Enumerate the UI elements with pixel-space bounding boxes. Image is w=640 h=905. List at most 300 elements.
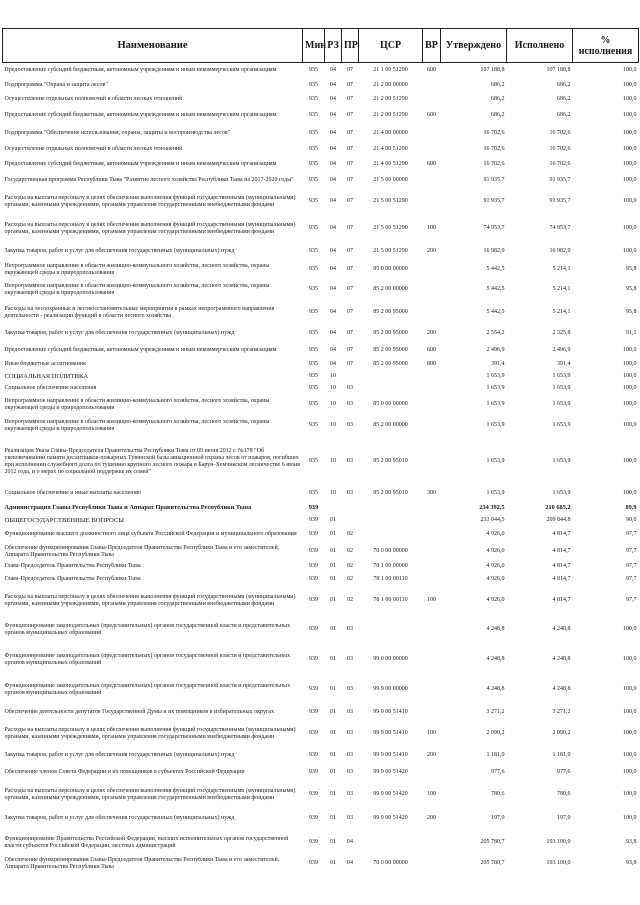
cell-approved: 197,0 xyxy=(491,815,505,821)
cell-rz: 01 xyxy=(330,791,336,797)
cell-vr: 200 xyxy=(427,815,436,821)
cell-approved: 91 935,7 xyxy=(483,177,505,183)
cell-name: Осуществление отдельных полномочий в области лесных отношений xyxy=(4,96,183,102)
cell-csr: 78 0 00 00000 xyxy=(373,860,408,866)
cell-vr: 600 xyxy=(427,112,436,118)
table-row xyxy=(3,157,639,173)
cell-name: Предоставление субсидий бюджетным, автономным учреждениям и иным некоммерческим организациям xyxy=(4,161,277,167)
cell-name: Реализация Указа Главы-Председателя Правительства Республики Тыва от 09 июня 2012 г. №178 "Об увековечивании памяти десантников-пожарных Тувинской базы авиационной охраны лесов от пожаров, погибших при исполнении служебного долга по тушению крупного лесного пожара в Барун-Хемчикском лесничестве 6 июня 2012 года, и о мерах по социальной поддержке их семей" xyxy=(4,447,300,475)
header-approved: Утверждено xyxy=(441,29,507,63)
cell-executed: 1 653,9 xyxy=(552,422,571,428)
cell-executed: 91 935,7 xyxy=(549,198,571,204)
cell-approved: 2 496,9 xyxy=(486,347,505,353)
cell-name: Функционирование законодательных (представительных) органов государственной власти и представительных органов муниципальных образований xyxy=(4,622,291,636)
cell-min: 935 xyxy=(309,266,318,272)
header-vr: ВР xyxy=(423,29,441,63)
cell-pr: 07 xyxy=(347,82,353,88)
cell-percent: 100,0 xyxy=(623,422,637,428)
cell-percent: 97,7 xyxy=(626,563,637,569)
cell-rz: 04 xyxy=(330,225,336,231)
cell-csr xyxy=(359,371,423,383)
cell-approved: 1 653,9 xyxy=(486,385,505,391)
cell-csr: 99 9 00 51410 xyxy=(373,709,408,715)
cell-executed: 4 814,7 xyxy=(552,576,571,582)
cell-name: Непрограммное направление в области жилищно-коммунального хозяйства, лесного хозяйства, охраны окружающей среды и природопользования xyxy=(4,397,270,411)
cell-name: Закупка товаров, работ и услуг для обеспечения государственных (муниципальных) нужд xyxy=(4,815,235,821)
cell-percent: 100,0 xyxy=(623,67,637,74)
cell-percent: 100,0 xyxy=(623,373,637,379)
cell-min: 935 xyxy=(309,112,318,118)
cell-approved: 233 044,5 xyxy=(480,517,505,523)
cell-percent: 100,0 xyxy=(623,752,637,758)
cell-approved: 686,2 xyxy=(491,112,505,118)
cell-approved: 686,2 xyxy=(491,82,505,88)
cell-csr: 85 2 00 95010 xyxy=(373,490,408,496)
cell-pr: 07 xyxy=(347,361,353,367)
cell-executed: 5 214,1 xyxy=(552,309,571,315)
cell-min: 935 xyxy=(309,198,318,204)
cell-approved: 2 554,2 xyxy=(486,330,505,336)
cell-csr: 99 9 00 00000 xyxy=(373,686,408,692)
cell-vr xyxy=(423,395,441,415)
cell-pr: 03 xyxy=(347,458,353,464)
cell-min: 935 xyxy=(309,347,318,353)
table-row xyxy=(3,279,639,301)
cell-percent: 90,0 xyxy=(626,517,637,523)
cell-name: Закупка товаров, работ и услуг для обеспечения государственных (муниципальных) нужд xyxy=(4,752,235,758)
cell-rz: 01 xyxy=(330,752,336,758)
cell-executed: 4 248,8 xyxy=(552,656,571,662)
cell-min: 935 xyxy=(309,286,318,292)
cell-csr: 21 2 00 51290 xyxy=(373,112,408,118)
header-percent: % исполнения xyxy=(573,29,639,63)
cell-percent: 100,0 xyxy=(623,248,637,254)
budget-execution-table xyxy=(2,28,639,871)
cell-executed: 4 248,8 xyxy=(552,686,571,692)
cell-vr xyxy=(423,261,441,279)
table-row xyxy=(3,63,639,79)
cell-percent: 89,9 xyxy=(625,504,637,511)
cell-min: 939 xyxy=(309,791,318,797)
cell-csr: 85 2 00 95000 xyxy=(373,309,408,315)
cell-rz: 04 xyxy=(330,330,336,336)
cell-csr: 99 9 00 51420 xyxy=(373,769,408,775)
cell-name: Предоставление субсидий бюджетным, автономным учреждениям и иным некоммерческим организациям xyxy=(4,347,277,353)
cell-approved: 4 248,8 xyxy=(486,686,505,692)
cell-executed: 91 935,7 xyxy=(549,177,571,183)
cell-csr: 21 1 00 51290 xyxy=(373,67,408,74)
cell-rz: 04 xyxy=(330,161,336,167)
cell-executed: 1 653,9 xyxy=(552,373,571,379)
table-header-row xyxy=(3,29,639,63)
cell-percent: 95,8 xyxy=(626,309,637,315)
cell-name: Обеспечение деятельности депутатов Государственной Думы и их помощников в избирательных округах xyxy=(4,709,275,715)
cell-name: Расходы на выплаты персоналу в целях обеспечения выполнения функций государственными (муниципальными) органами, казенными учреждениями, органами управления государственными внебюджетными фондами xyxy=(4,726,296,740)
cell-pr: 02 xyxy=(347,531,353,537)
cell-name: Непрограммное направление в области жилищно-коммунального хозяйства, лесного хозяйства, охраны окружающей среды и природопользования xyxy=(4,282,270,296)
cell-vr: 200 xyxy=(427,330,436,336)
cell-percent: 100,0 xyxy=(623,709,637,715)
cell-csr xyxy=(359,527,423,543)
cell-approved: 4 926,0 xyxy=(486,531,505,537)
cell-pr: 07 xyxy=(347,286,353,292)
cell-percent: 93,8 xyxy=(626,839,637,845)
cell-pr: 02 xyxy=(347,563,353,569)
cell-rz: 04 xyxy=(330,286,336,292)
table-body xyxy=(3,63,639,871)
cell-percent: 100,0 xyxy=(623,96,637,102)
cell-rz: 04 xyxy=(330,361,336,367)
cell-csr: 78 0 00 00000 xyxy=(373,548,408,554)
cell-rz: 04 xyxy=(330,248,336,254)
cell-rz: 01 xyxy=(330,686,336,692)
cell-name: Расходы на лесоохранные и лесовосстановительные мероприятия в рамках непрограммного направления деятельности - реализации функций в области лесного хозяйства xyxy=(4,305,275,319)
cell-executed: 16 702,6 xyxy=(549,161,571,167)
cell-min: 939 xyxy=(309,839,318,845)
cell-percent: 97,7 xyxy=(626,576,637,582)
cell-csr: 78 1 00 00000 xyxy=(373,563,408,569)
cell-vr xyxy=(423,561,441,573)
table-row xyxy=(3,395,639,415)
cell-min: 935 xyxy=(309,225,318,231)
cell-min: 935 xyxy=(309,373,318,379)
cell-vr xyxy=(423,501,441,515)
table-row xyxy=(3,487,639,501)
cell-rz: 10 xyxy=(330,401,336,407)
cell-csr: 21 5 00 00000 xyxy=(373,177,408,183)
cell-csr: 85 2 00 95000 xyxy=(373,347,408,353)
cell-vr: 100 xyxy=(427,730,436,736)
cell-vr xyxy=(423,173,441,189)
cell-rz: 01 xyxy=(330,548,336,554)
cell-executed: 193 100,0 xyxy=(546,839,571,845)
header-executed: Исполнено xyxy=(507,29,573,63)
cell-approved: 2 090,2 xyxy=(486,730,505,736)
cell-rz: 04 xyxy=(330,146,336,152)
cell-approved: 16 702,6 xyxy=(483,161,505,167)
cell-min: 935 xyxy=(309,130,318,136)
cell-rz: 04 xyxy=(330,112,336,118)
table-row xyxy=(3,107,639,125)
cell-executed: 4 814,7 xyxy=(552,563,571,569)
cell-approved: 1 653,9 xyxy=(486,422,505,428)
cell-csr: 85 2 00 95000 xyxy=(373,330,408,336)
cell-csr: 21 2 00 00000 xyxy=(373,82,408,88)
cell-name: ОБЩЕГОСУДАРСТВЕННЫЕ ВОПРОСЫ xyxy=(4,517,124,524)
cell-min: 939 xyxy=(308,504,319,511)
cell-vr: 300 xyxy=(427,490,436,496)
cell-pr: 07 xyxy=(347,330,353,336)
cell-executed: 1 653,9 xyxy=(552,490,571,496)
table-row xyxy=(3,215,639,243)
cell-csr: 21 2 00 51290 xyxy=(373,96,408,102)
cell-csr: 21 5 00 51290 xyxy=(373,225,408,231)
cell-name: Социальное обеспечение и иные выплаты населению xyxy=(4,490,142,496)
cell-percent: 100,0 xyxy=(623,130,637,136)
cell-approved: 205 780,7 xyxy=(480,839,505,845)
cell-min: 939 xyxy=(309,517,318,523)
cell-name: Обеспечение функционирования Главы-Председателя Правительства Республики Тыва и его заместителей, Аппарата Правительства Республики Тыва xyxy=(4,544,280,558)
cell-percent: 100,0 xyxy=(623,791,637,797)
cell-pr: 03 xyxy=(347,626,353,632)
table-row xyxy=(3,301,639,325)
cell-percent: 100,0 xyxy=(623,225,637,231)
cell-vr: 600 xyxy=(427,67,436,74)
header-rz: РЗ xyxy=(325,29,342,63)
cell-pr: 03 xyxy=(347,656,353,662)
cell-name: Непрограммное направление в области жилищно-коммунального хозяйства, лесного хозяйства, охраны окружающей среды и природопользования xyxy=(4,262,270,276)
cell-pr: 02 xyxy=(347,597,353,603)
cell-min: 935 xyxy=(309,490,318,496)
cell-pr: 04 xyxy=(347,860,353,866)
cell-percent: 91,1 xyxy=(626,330,637,336)
cell-min: 935 xyxy=(309,96,318,102)
cell-executed: 210 685,2 xyxy=(545,504,571,511)
cell-rz: 10 xyxy=(330,385,336,391)
cell-rz: 04 xyxy=(330,198,336,204)
table-row xyxy=(3,437,639,487)
table-row xyxy=(3,501,639,515)
cell-executed: 1 653,9 xyxy=(552,458,571,464)
cell-vr xyxy=(423,705,441,721)
cell-approved: 91 935,7 xyxy=(483,198,505,204)
cell-approved: 5 442,5 xyxy=(486,266,505,272)
cell-rz: 04 xyxy=(330,82,336,88)
cell-min: 939 xyxy=(309,531,318,537)
table-row xyxy=(3,573,639,587)
cell-min: 935 xyxy=(309,161,318,167)
cell-name: Подпрограмма "Обеспечение использования, охраны, защиты и воспроизводства лесов" xyxy=(4,130,231,136)
cell-csr: 21 5 00 51290 xyxy=(373,248,408,254)
header-min: Мин xyxy=(303,29,325,63)
table-row xyxy=(3,371,639,383)
cell-executed: 391,4 xyxy=(557,361,571,367)
cell-min: 939 xyxy=(309,730,318,736)
cell-executed: 16 702,6 xyxy=(549,130,571,136)
cell-min: 935 xyxy=(309,177,318,183)
cell-vr xyxy=(423,301,441,325)
cell-rz: 04 xyxy=(330,309,336,315)
table-row xyxy=(3,615,639,645)
cell-approved: 4 248,8 xyxy=(486,626,505,632)
cell-pr: 03 xyxy=(347,385,353,391)
cell-vr xyxy=(423,371,441,383)
cell-rz: 01 xyxy=(330,839,336,845)
cell-min: 935 xyxy=(309,330,318,336)
cell-vr xyxy=(423,93,441,107)
cell-vr: 800 xyxy=(427,361,436,367)
cell-percent: 100,0 xyxy=(623,401,637,407)
cell-name: Закупка товаров, работ и услуг для обеспечения государственных (муниципальных) нужд xyxy=(4,248,235,254)
cell-approved: 1 653,9 xyxy=(486,373,505,379)
cell-percent: 100,0 xyxy=(623,347,637,353)
cell-name: Непрограммное направление в области жилищно-коммунального хозяйства, лесного хозяйства, охраны окружающей среды и природопользования xyxy=(4,418,270,432)
cell-executed: 780,6 xyxy=(557,791,571,797)
cell-pr: 07 xyxy=(347,161,353,167)
cell-name: Иные бюджетные ассигнования xyxy=(4,361,86,367)
cell-csr: 99 9 00 51410 xyxy=(373,752,408,758)
cell-executed: 977,6 xyxy=(557,769,571,775)
cell-approved: 1 653,9 xyxy=(486,458,505,464)
cell-percent: 93,8 xyxy=(626,860,637,866)
cell-min: 939 xyxy=(309,686,318,692)
cell-csr: 78 1 00 00110 xyxy=(373,576,408,582)
cell-name: Функционирование Правительства Российской Федерации, высших исполнительных органов государственной власти субъектов Российской Федерации, местных администраций xyxy=(4,835,289,849)
cell-executed: 1 653,9 xyxy=(552,385,571,391)
cell-rz: 04 xyxy=(330,266,336,272)
cell-min: 935 xyxy=(309,309,318,315)
cell-name: Расходы на выплаты персоналу в целях обеспечения выполнения функций государственными (муниципальными) органами, казенными учреждениями, органами управления государственными внебюджетными фондами xyxy=(4,221,296,235)
header-pr: ПР xyxy=(342,29,359,63)
table-row xyxy=(3,721,639,747)
table-row xyxy=(3,561,639,573)
cell-min: 939 xyxy=(309,548,318,554)
cell-approved: 3 271,2 xyxy=(486,709,505,715)
cell-name: Обеспечение членов Совета Федерации и их помощников в субъектах Российской Федерации xyxy=(4,769,245,775)
cell-pr: 04 xyxy=(347,839,353,845)
table-row xyxy=(3,781,639,809)
cell-executed: 5 214,1 xyxy=(552,266,571,272)
cell-name: Предоставление субсидий бюджетным, автономным учреждениям и иным некоммерческим организациям xyxy=(4,112,277,118)
cell-approved: 205 780,7 xyxy=(480,860,505,866)
cell-pr: 03 xyxy=(347,490,353,496)
cell-rz: 01 xyxy=(330,563,336,569)
cell-csr: 21 5 00 51290 xyxy=(373,198,408,204)
cell-csr xyxy=(359,829,423,857)
cell-name: Администрация Главы Республики Тыва и Аппарат Правительства Республики Тыва xyxy=(4,504,252,511)
cell-percent: 100,0 xyxy=(623,385,637,391)
cell-name: Обеспечение функционирования Главы-Председателя Правительства Республики Тыва и его заместителей, Аппарата Правительства Республики Тыва xyxy=(4,856,280,870)
table-row xyxy=(3,809,639,829)
cell-approved: 4 248,8 xyxy=(486,656,505,662)
table-row xyxy=(3,543,639,561)
cell-vr: 100 xyxy=(427,791,436,797)
cell-approved: 74 953,7 xyxy=(483,225,505,231)
cell-approved: 1 653,9 xyxy=(486,401,505,407)
cell-percent: 100,0 xyxy=(623,177,637,183)
cell-approved: 16 702,6 xyxy=(483,130,505,136)
table-row xyxy=(3,515,639,527)
cell-vr xyxy=(423,279,441,301)
cell-percent: 100,0 xyxy=(623,146,637,152)
table-row xyxy=(3,645,639,675)
cell-rz: 01 xyxy=(330,769,336,775)
cell-min: 935 xyxy=(309,248,318,254)
cell-pr: 07 xyxy=(347,347,353,353)
cell-percent: 100,0 xyxy=(623,656,637,662)
table-row xyxy=(3,675,639,705)
cell-csr: 85 2 00 00000 xyxy=(373,286,408,292)
cell-approved: 4 926,0 xyxy=(486,576,505,582)
table-row xyxy=(3,93,639,107)
cell-pr: 02 xyxy=(347,576,353,582)
cell-name: Глава-Председатель Правительства Республики Тыва xyxy=(4,563,141,569)
cell-csr: 99 0 00 00000 xyxy=(373,656,408,662)
cell-min: 939 xyxy=(309,576,318,582)
cell-rz: 10 xyxy=(330,373,336,379)
header-name: Наименование xyxy=(3,29,303,63)
cell-rz: 04 xyxy=(330,177,336,183)
table-row xyxy=(3,527,639,543)
cell-min: 939 xyxy=(309,815,318,821)
cell-min: 939 xyxy=(309,563,318,569)
cell-vr xyxy=(423,543,441,561)
cell-csr xyxy=(359,615,423,645)
cell-executed: 1 181,0 xyxy=(552,752,571,758)
cell-rz: 04 xyxy=(330,67,336,74)
cell-vr xyxy=(423,125,441,143)
cell-pr: 07 xyxy=(347,266,353,272)
cell-percent: 100,0 xyxy=(623,626,637,632)
cell-pr: 03 xyxy=(347,752,353,758)
cell-csr: 85 2 00 00000 xyxy=(373,422,408,428)
cell-pr: 02 xyxy=(347,548,353,554)
cell-approved: 107 188,8 xyxy=(480,67,505,74)
cell-pr: 03 xyxy=(347,791,353,797)
cell-approved: 977,6 xyxy=(491,769,505,775)
cell-vr: 600 xyxy=(427,347,436,353)
table-row xyxy=(3,747,639,765)
table-row xyxy=(3,587,639,615)
cell-approved: 4 926,0 xyxy=(486,548,505,554)
cell-csr: 21 4 00 00000 xyxy=(373,130,408,136)
cell-csr xyxy=(359,383,423,395)
cell-name: Функционирование законодательных (представительных) органов государственной власти и представительных органов муниципальных образований xyxy=(4,652,291,666)
cell-approved: 780,6 xyxy=(491,791,505,797)
cell-pr: 03 xyxy=(347,686,353,692)
cell-name: Государственная программа Республики Тыва "Развитие лесного хозяйства Республики Тыва на 2017-2020 годы" xyxy=(4,177,294,183)
cell-vr xyxy=(423,573,441,587)
cell-pr: 07 xyxy=(347,225,353,231)
cell-pr: 03 xyxy=(347,709,353,715)
cell-name: Расходы на выплаты персоналу в целях обеспечения выполнения функций государственными (муниципальными) органами, казенными учреждениями, органами управления государственными внебюджетными фондами xyxy=(4,787,296,801)
cell-pr xyxy=(342,501,359,515)
cell-executed: 107 188,8 xyxy=(546,67,571,74)
table-row xyxy=(3,325,639,343)
cell-percent: 100,0 xyxy=(623,490,637,496)
cell-approved: 4 926,0 xyxy=(486,563,505,569)
cell-executed: 209 844,8 xyxy=(546,517,571,523)
cell-min: 935 xyxy=(309,146,318,152)
cell-csr: 85 0 00 00000 xyxy=(373,266,408,272)
table-row xyxy=(3,415,639,437)
cell-vr xyxy=(423,857,441,871)
cell-pr: 07 xyxy=(347,177,353,183)
cell-vr: 100 xyxy=(427,597,436,603)
cell-min: 935 xyxy=(309,401,318,407)
cell-pr: 03 xyxy=(347,815,353,821)
cell-name: Предоставление субсидий бюджетным, автономным учреждениям и иным некоммерческим организациям xyxy=(4,67,277,74)
cell-percent: 100,0 xyxy=(623,769,637,775)
cell-csr: 99 9 00 51420 xyxy=(373,815,408,821)
cell-vr xyxy=(423,615,441,645)
cell-rz: 01 xyxy=(330,656,336,662)
cell-executed: 2 325,8 xyxy=(552,330,571,336)
table-row xyxy=(3,383,639,395)
cell-rz: 04 xyxy=(330,347,336,353)
cell-name: Закупка товаров, работ и услуг для обеспечения государственных (муниципальных) нужд xyxy=(4,330,235,336)
cell-csr: 21 4 00 51290 xyxy=(373,161,408,167)
cell-vr: 200 xyxy=(427,752,436,758)
cell-executed: 1 653,9 xyxy=(552,401,571,407)
cell-percent: 100,0 xyxy=(623,161,637,167)
cell-executed: 193 100,0 xyxy=(546,860,571,866)
cell-percent: 100,0 xyxy=(623,815,637,821)
cell-vr xyxy=(423,415,441,437)
cell-approved: 1 181,0 xyxy=(486,752,505,758)
cell-csr: 85 0 00 00000 xyxy=(373,401,408,407)
cell-pr: 07 xyxy=(347,130,353,136)
